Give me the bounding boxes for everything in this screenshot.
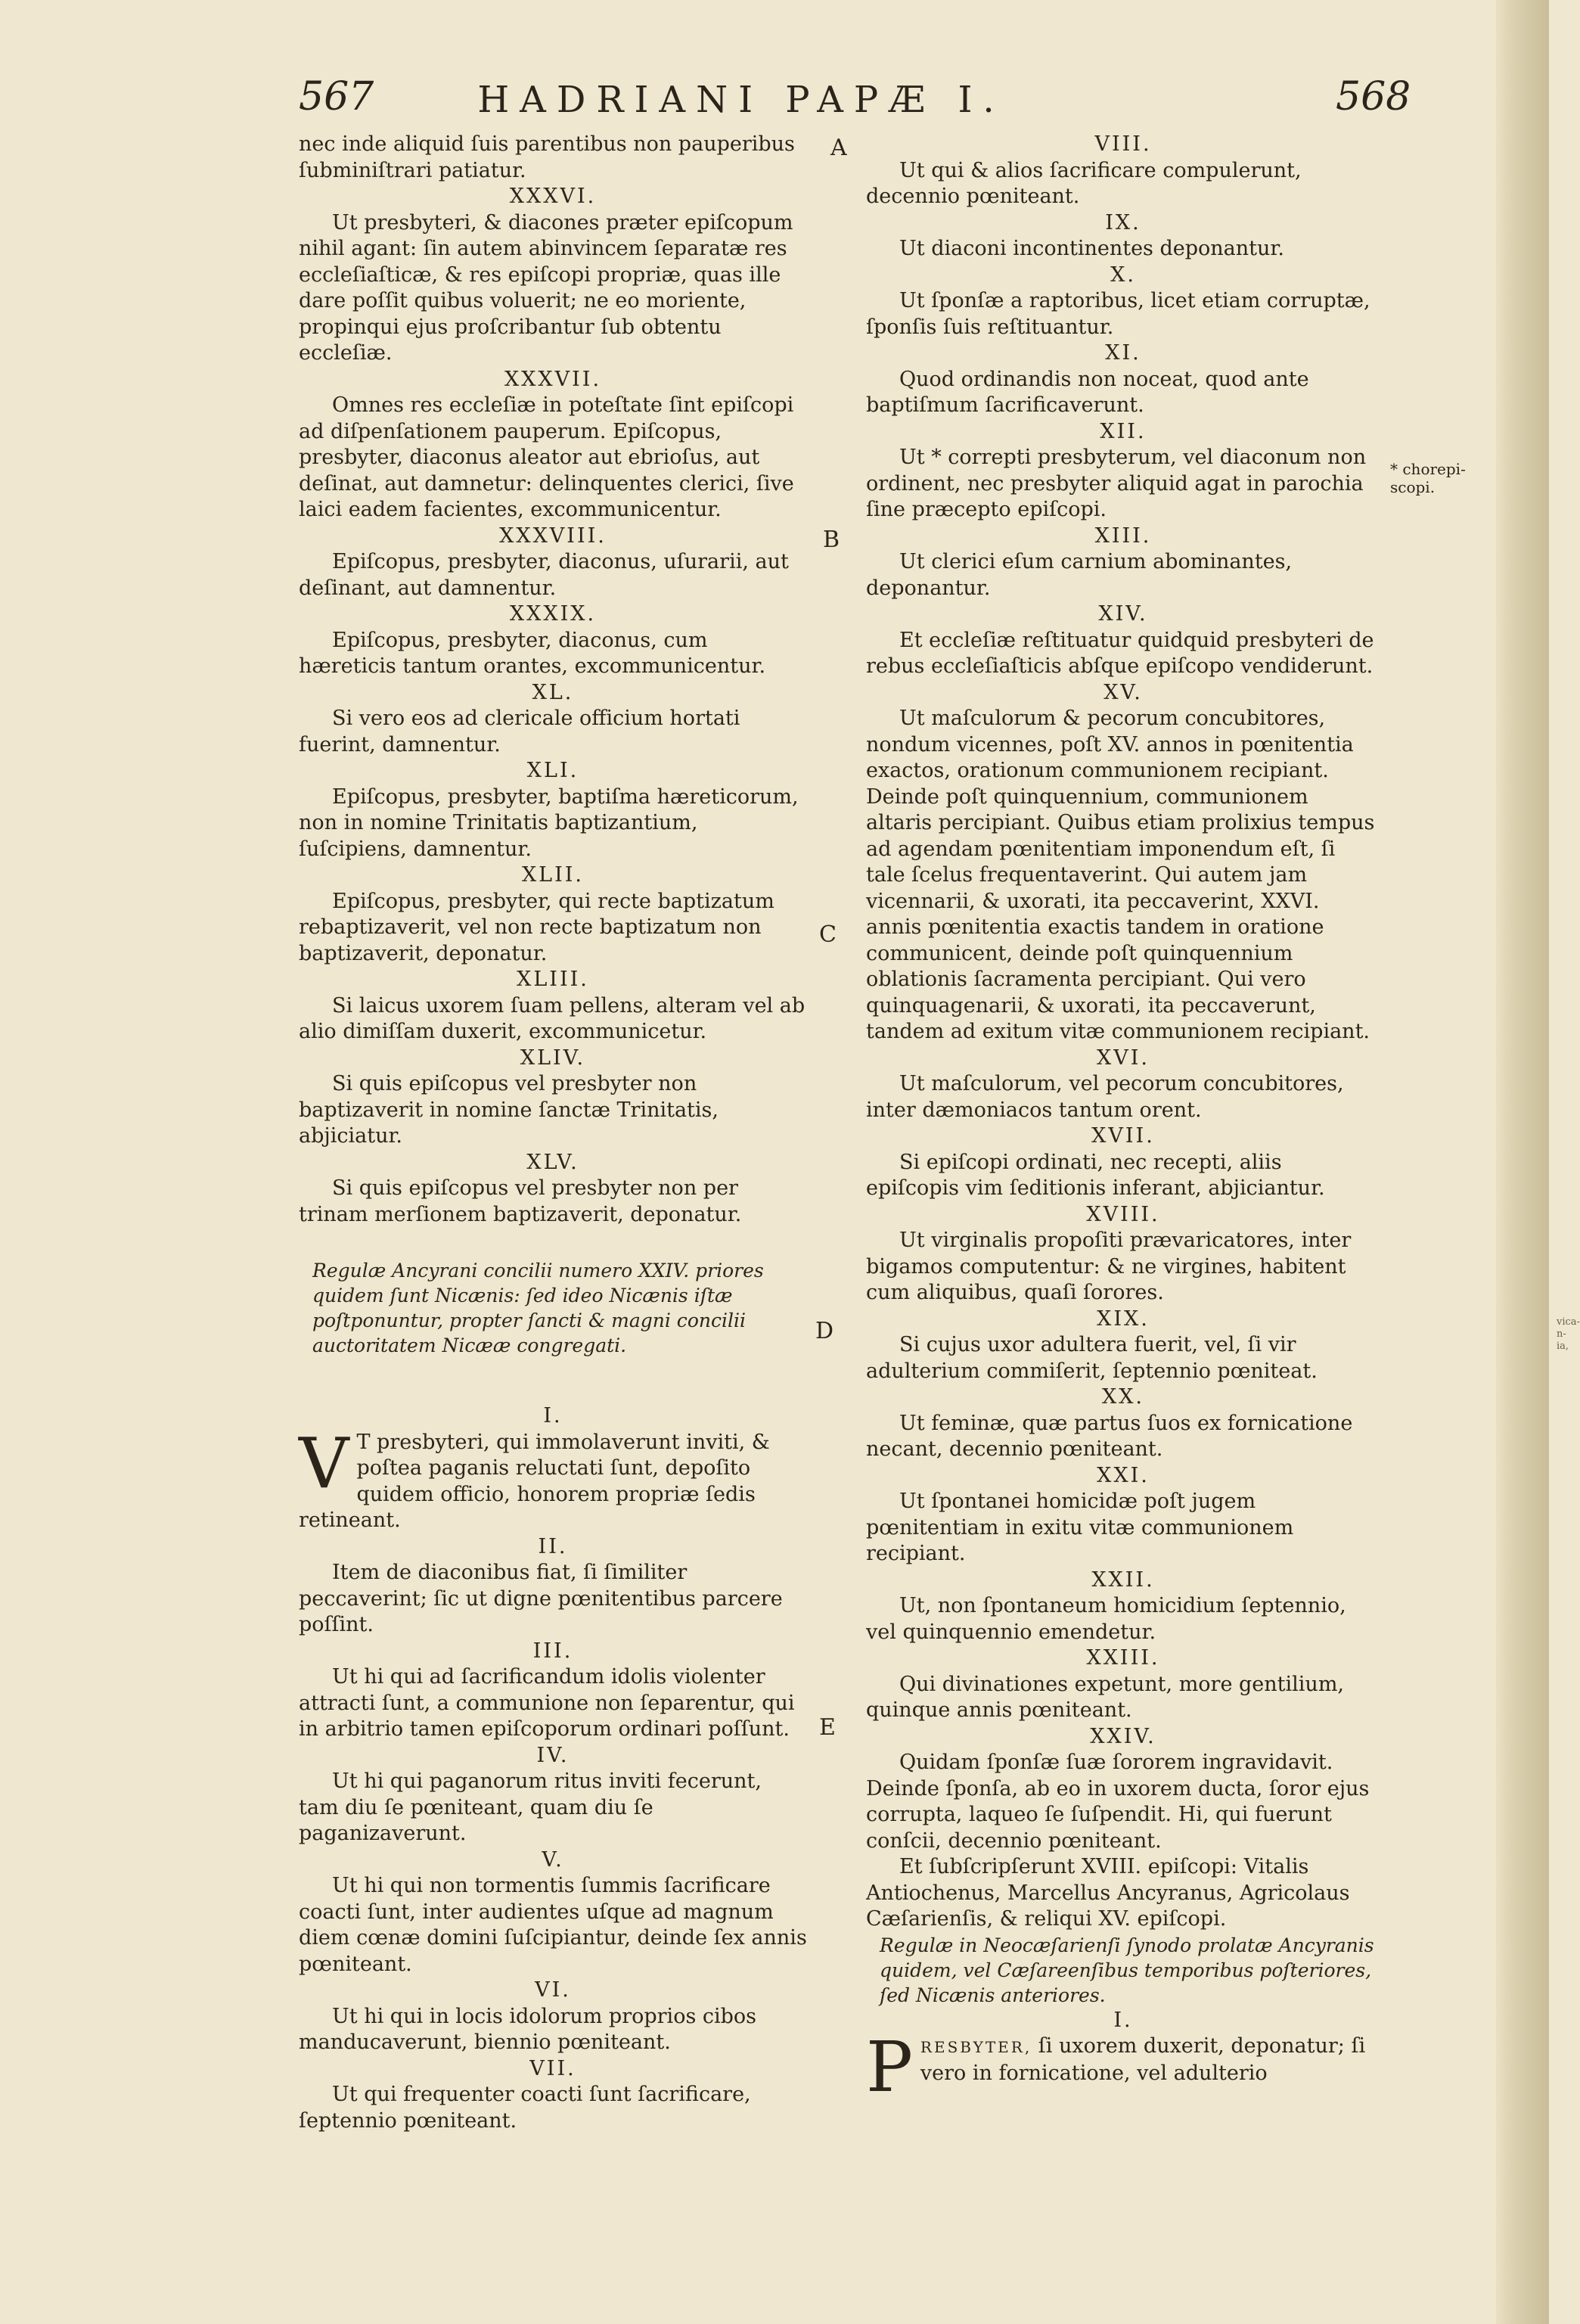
canon-number: XX. bbox=[1101, 1385, 1145, 1409]
margin-letter-a: A bbox=[830, 135, 847, 161]
canon-number: XXXIX. bbox=[509, 602, 597, 626]
canon-text: Ut feminæ, quæ partus ſuos ex fornicatione necant, decennio pœniteant. bbox=[866, 1411, 1353, 1461]
canon-text: Si vero eos ad clericale officium hortati fuerint, damnentur. bbox=[299, 707, 740, 757]
canon-text-first bbox=[299, 1422, 807, 1534]
canon-number: XLIV. bbox=[520, 1045, 586, 1070]
canon-number: XIX. bbox=[1097, 1306, 1150, 1331]
canon-text: Ut diaconi incontinentes deponantur. bbox=[899, 237, 1284, 260]
canon-list-c bbox=[866, 132, 1380, 1854]
margin-letter-b: B bbox=[823, 527, 840, 553]
canon-text: ſi uxorem duxerit, deponatur; ſi vero in fornicatione, vel adulterio bbox=[920, 2034, 1366, 2085]
canon-number: XI. bbox=[1105, 341, 1141, 365]
drop-capital: P bbox=[866, 2027, 913, 2108]
margin-letter-e: E bbox=[819, 1714, 836, 1741]
left-top-text: nec inde aliquid ſuis parentibus non pauperibus ſubminiſtrari patiatur. bbox=[299, 132, 795, 182]
canon-text: Ut hi qui in locis idolorum proprios cibos manducaverunt, biennio pœniteant. bbox=[299, 2004, 757, 2054]
canon-number: XXXVII. bbox=[504, 367, 602, 391]
margin-letter-d: D bbox=[815, 1318, 834, 1344]
canon-number: IX. bbox=[1105, 210, 1141, 235]
left-column bbox=[299, 132, 807, 2134]
canon-text: Epiſcopus, presbyter, baptiſma hæreticorum, non in nomine Trinitatis baptizantium, ſuſcipiens, damnentur. bbox=[299, 785, 799, 861]
canon-number: XVII. bbox=[1091, 1124, 1155, 1148]
canon-list-a bbox=[299, 184, 807, 1228]
canon-text: Ut hi qui ad ſacrificandum idolis violenter attracti ſunt, a communione non ſeparentur, qui in arbitrio tamen epiſcoporum ordinari poſſunt. bbox=[299, 1665, 795, 1741]
canon-text: Omnes res eccleſiæ in poteſtate ſint epiſcopi ad diſpenſationem pauperum. Epiſcopus, presbyter, diaconus aleator aut ebrioſus, aut deſinat, aut damnetur: delinquentes clerici, ſive laici eadem facientes, excommunicentur. bbox=[299, 393, 794, 521]
canon-number: X. bbox=[1110, 263, 1136, 287]
canon-text: Si quis epiſcopus vel presbyter non baptizaverit in nomine ſanctæ Trinitatis, abjiciatur. bbox=[299, 1072, 719, 1148]
canon-text: Epiſcopus, presbyter, diaconus, cum hæreticis tantum orantes, excommunicentur. bbox=[299, 628, 766, 678]
canon-number: VII. bbox=[529, 2056, 576, 2080]
canon-text: Ut hi qui paganorum ritus inviti fecerunt, tam diu ſe pœniteant, quam diu ſe paganizaverunt. bbox=[299, 1769, 762, 1845]
canon-number: VI. bbox=[535, 1978, 571, 2002]
canon-text: T presbyteri, qui immolaverunt inviti, & poſtea paganis reluctati ſunt, depoſito quidem officio, honorem propriæ ſedis retineant. bbox=[299, 1430, 770, 1532]
canon-number: XXI. bbox=[1097, 1463, 1150, 1487]
canon-number: V. bbox=[542, 1847, 564, 1872]
page-number-left: 567 bbox=[299, 74, 374, 120]
canon-text: Si cujus uxor adultera fuerit, vel, ſi vir adulterium commiſerit, ſeptennio pœniteat. bbox=[866, 1333, 1318, 1383]
canon-text: Epiſcopus, presbyter, qui recte baptizatum rebaptizaverit, vel non recte baptizatum non baptizaverit, deponatur. bbox=[299, 889, 774, 965]
canon-text: Qui divinationes expetunt, more gentilium, quinque annis pœniteant. bbox=[866, 1672, 1345, 1722]
canon-text: Quidam ſponſæ ſuæ ſororem ingravidavit. Deinde ſponſa, ab eo in uxorem ducta, ſoror ejus corrupta, laqueo ſe ſuſpendit. Hi, qui fuerunt conſcii, decennio pœniteant. bbox=[866, 1751, 1370, 1853]
canon-text: Si epiſcopi ordinati, nec recepti, aliis epiſcopis vim ſeditionis inferant, abjiciantur. bbox=[866, 1150, 1325, 1200]
drop-capital: V bbox=[299, 1422, 349, 1504]
marginal-note-chorepiscopi: * chorepi- scopi. bbox=[1390, 460, 1466, 496]
canon-text: Ut maſculorum, vel pecorum concubitores, inter dæmoniacos tantum orent. bbox=[866, 1072, 1344, 1122]
canon-number: XLI. bbox=[526, 759, 579, 782]
canon-number: XXIII. bbox=[1086, 1646, 1160, 1670]
canon-text: Si laicus uxorem ſuam pellens, alteram vel ab alio dimiſſam duxerit, excommunicetur. bbox=[299, 993, 806, 1043]
canon-text: Si quis epiſcopus vel presbyter non per trinam merſionem baptizaverit, deponatur. bbox=[299, 1176, 742, 1226]
canon-text: Ut * correpti presbyterum, vel diaconum non ordinent, nec presbyter aliquid agat in parochia ſine præcepto epiſcopi. bbox=[866, 446, 1367, 521]
canon-number: XVIII. bbox=[1086, 1202, 1160, 1226]
canon-number: XXXVIII. bbox=[499, 524, 607, 548]
page-edge bbox=[1496, 0, 1549, 2324]
subscription: Et ſubſcripſerunt XVIII. epiſcopi: Vitalis Antiochenus, Marcellus Ancyranus, Agricolaus Cæſarienſis, & reliqui XV. epiſcopi. bbox=[866, 1855, 1350, 1931]
canon-number: III. bbox=[532, 1639, 573, 1663]
canon-text: Quod ordinandis non noceat, quod ante baptiſmum ſacrificaverunt. bbox=[866, 367, 1309, 417]
edge-text-fragment: vica- n- ia, bbox=[1557, 1316, 1580, 1352]
canon-number: XV. bbox=[1104, 680, 1143, 704]
running-title: HADRIANI PAPÆ I. bbox=[477, 79, 1005, 121]
canon-text-last bbox=[866, 2027, 1380, 2108]
canon-text: Ut qui & alios ſacrificare compulerunt, decennio pœniteant. bbox=[866, 158, 1302, 208]
canon-text: Ut maſculorum & pecorum concubitores, nondum vicennes, poſt XV. annos in pœnitentia exactos, orationum communionem recipiant. Deinde poſt quinquennium, communionem altaris percipiant. Quibus etiam prolixius tempus ad agendam pœnitentiam imponendum eſt, ſi tale ſcelus frequentaverint. Qui autem jam vicennarii, & uxorati, ita peccaverint, XXVI. annis pœnitentia exactis tandem in oratione communicent, deinde poſt quinquennium oblationis ſacramenta percipiant. Qui vero quinquagenarii, & uxorati, ita peccaverunt, tandem ad exitum vitæ communionem recipiant. bbox=[866, 707, 1375, 1043]
canon-text: Ut qui frequenter coacti ſunt ſacrificare, ſeptennio pœniteant. bbox=[299, 2083, 751, 2133]
canon-text: Ut ſpontanei homicidæ poſt jugem pœnitentiam in exitu vitæ communionem recipiant. bbox=[866, 1490, 1294, 1565]
canon-text: Et eccleſiæ reſtituatur quidquid presbyteri de rebus eccleſiaſticis abſque epiſcopo vendiderunt. bbox=[866, 628, 1374, 678]
canon-number: I. bbox=[1113, 2008, 1133, 2032]
canon-number: II. bbox=[538, 1534, 568, 1558]
canon-text: Ut ſponſæ a raptoribus, licet etiam corruptæ, ſponſis ſuis reſtituantur. bbox=[866, 289, 1370, 339]
canon-list-b bbox=[299, 1534, 807, 2135]
canon-text: Item de diaconibus fiat, ſi ſimiliter peccaverint; ſic ut digne pœnitentibus parcere poſſint. bbox=[299, 1561, 783, 1636]
canon-number: VIII. bbox=[1094, 132, 1152, 156]
canon-number: I. bbox=[543, 1404, 563, 1428]
canon-number: IV. bbox=[536, 1743, 570, 1767]
margin-letter-c: C bbox=[819, 921, 837, 948]
canon-number: XXIV. bbox=[1090, 1724, 1156, 1748]
page-number-right: 568 bbox=[1336, 74, 1411, 120]
right-column bbox=[866, 132, 1380, 2108]
canon-text: Ut, non ſpontaneum homicidium ſeptennio, vel quinquennio emendetur. bbox=[866, 1594, 1346, 1644]
canon-number: XXII. bbox=[1091, 1567, 1155, 1592]
canon-number: XLIII. bbox=[517, 968, 589, 991]
canon-text: Ut hi qui non tormentis ſummis ſacrificare coacti ſunt, inter audientes uſque ad magnum diem cœnæ domini ſuſcipiantur, deinde ſex annis pœniteant. bbox=[299, 1874, 807, 1976]
rubric-neocaesarea: Regulæ in Neocæſarienſi ſynodo prolatæ Ancyranis quidem, vel Cæſareenſibus temporibus poſteriores, ſed Nicænis anteriores. bbox=[880, 1934, 1374, 2006]
canon-number: XII. bbox=[1100, 419, 1147, 443]
canon-text: Ut virginalis propoſiti prævaricatores, inter bigamos computentur: & ne virgines, habitent cum aliquibus, quaſi ſorores. bbox=[866, 1229, 1352, 1304]
canon-number: XVI. bbox=[1097, 1045, 1150, 1070]
canon-number: XXXVI. bbox=[509, 185, 597, 208]
canon-text: Epiſcopus, presbyter, diaconus, uſurarii, aut deſinant, aut damnentur. bbox=[299, 550, 789, 600]
canon-text: Ut clerici eſum carnium abominantes, deponantur. bbox=[866, 550, 1293, 600]
canon-number: XIII. bbox=[1094, 524, 1152, 548]
canon-number: XLV. bbox=[526, 1150, 579, 1174]
small-caps-word: RESBYTER, bbox=[920, 2038, 1032, 2056]
canon-number: XIV. bbox=[1098, 602, 1148, 626]
rubric-ancyra: Regulæ Ancyrani concilii numero XXIV. priores quidem ſunt Nicænis: ſed ideo Nicænis iſtæ poſtponuntur, propter ſancti & magni concilii auctoritatem Nicææ congregati. bbox=[312, 1260, 764, 1356]
canon-number: XL. bbox=[532, 680, 574, 704]
canon-number: XLII. bbox=[521, 863, 585, 887]
canon-text: Ut presbyteri, & diacones præter epiſcopum nihil agant: ſin autem abinvincem ſeparatæ res eccleſiaſticæ, & res epiſcopi propriæ, quas ille dare poſſit quibus voluerit; ne eo moriente, propinqui ejus proſcribantur ſub obtentu eccleſiæ. bbox=[299, 210, 793, 365]
